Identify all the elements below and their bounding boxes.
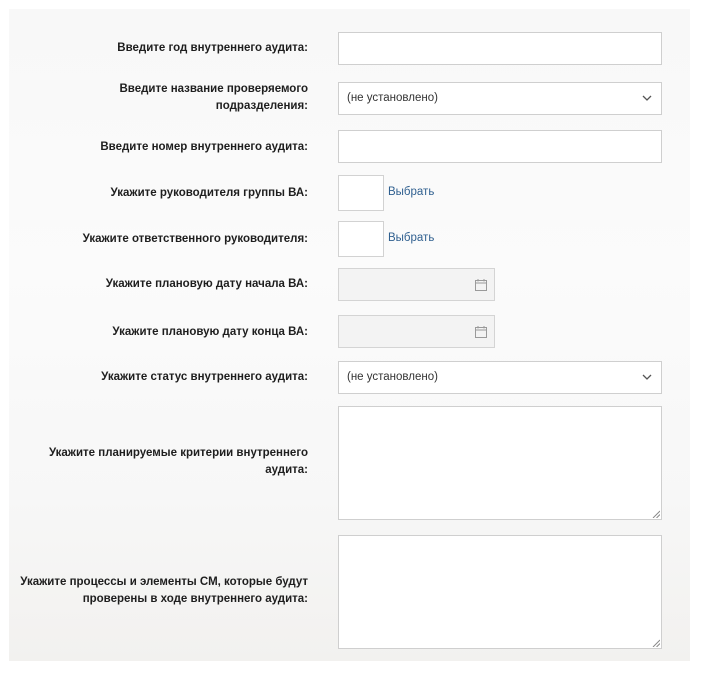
department-label: Введите название проверяемого подразделения: (119, 83, 308, 112)
group-leader-field[interactable] (338, 175, 384, 211)
calendar-icon[interactable] (474, 278, 488, 292)
group-leader-select-link[interactable]: Выбрать (388, 186, 435, 198)
year-input[interactable] (338, 32, 662, 65)
department-select-value: (не установлено) (347, 92, 438, 104)
start-date-input[interactable] (338, 268, 495, 301)
number-label: Введите номер внутреннего аудита: (100, 141, 308, 153)
processes-label: Укажите процессы и элементы СМ, которые будут проверены в ходе внутреннего аудита: (20, 576, 308, 605)
processes-textarea[interactable] (338, 535, 662, 649)
number-input[interactable] (338, 130, 662, 163)
status-label: Укажите статус внутреннего аудита: (101, 371, 308, 383)
group-leader-label: Укажите руководителя группы ВА: (110, 187, 308, 199)
department-select[interactable] (338, 82, 662, 115)
status-select-value: (не установлено) (347, 371, 438, 383)
resize-grip-icon[interactable] (651, 509, 660, 518)
end-date-input[interactable] (338, 315, 495, 348)
responsible-select-link[interactable]: Выбрать (388, 232, 435, 244)
status-select[interactable] (338, 361, 662, 394)
responsible-label: Укажите ответственного руководителя: (82, 233, 308, 245)
end-date-label: Укажите плановую дату конца ВА: (112, 326, 308, 338)
year-label: Введите год внутреннего аудита: (117, 42, 308, 54)
calendar-icon[interactable] (474, 325, 488, 339)
criteria-textarea[interactable] (338, 406, 662, 520)
resize-grip-icon[interactable] (651, 638, 660, 647)
criteria-label: Укажите планируемые критерии внутреннего аудита: (48, 447, 308, 476)
start-date-label: Укажите плановую дату начала ВА: (105, 278, 308, 290)
responsible-field[interactable] (338, 221, 384, 257)
chevron-down-icon (641, 371, 653, 383)
chevron-down-icon (641, 92, 653, 104)
